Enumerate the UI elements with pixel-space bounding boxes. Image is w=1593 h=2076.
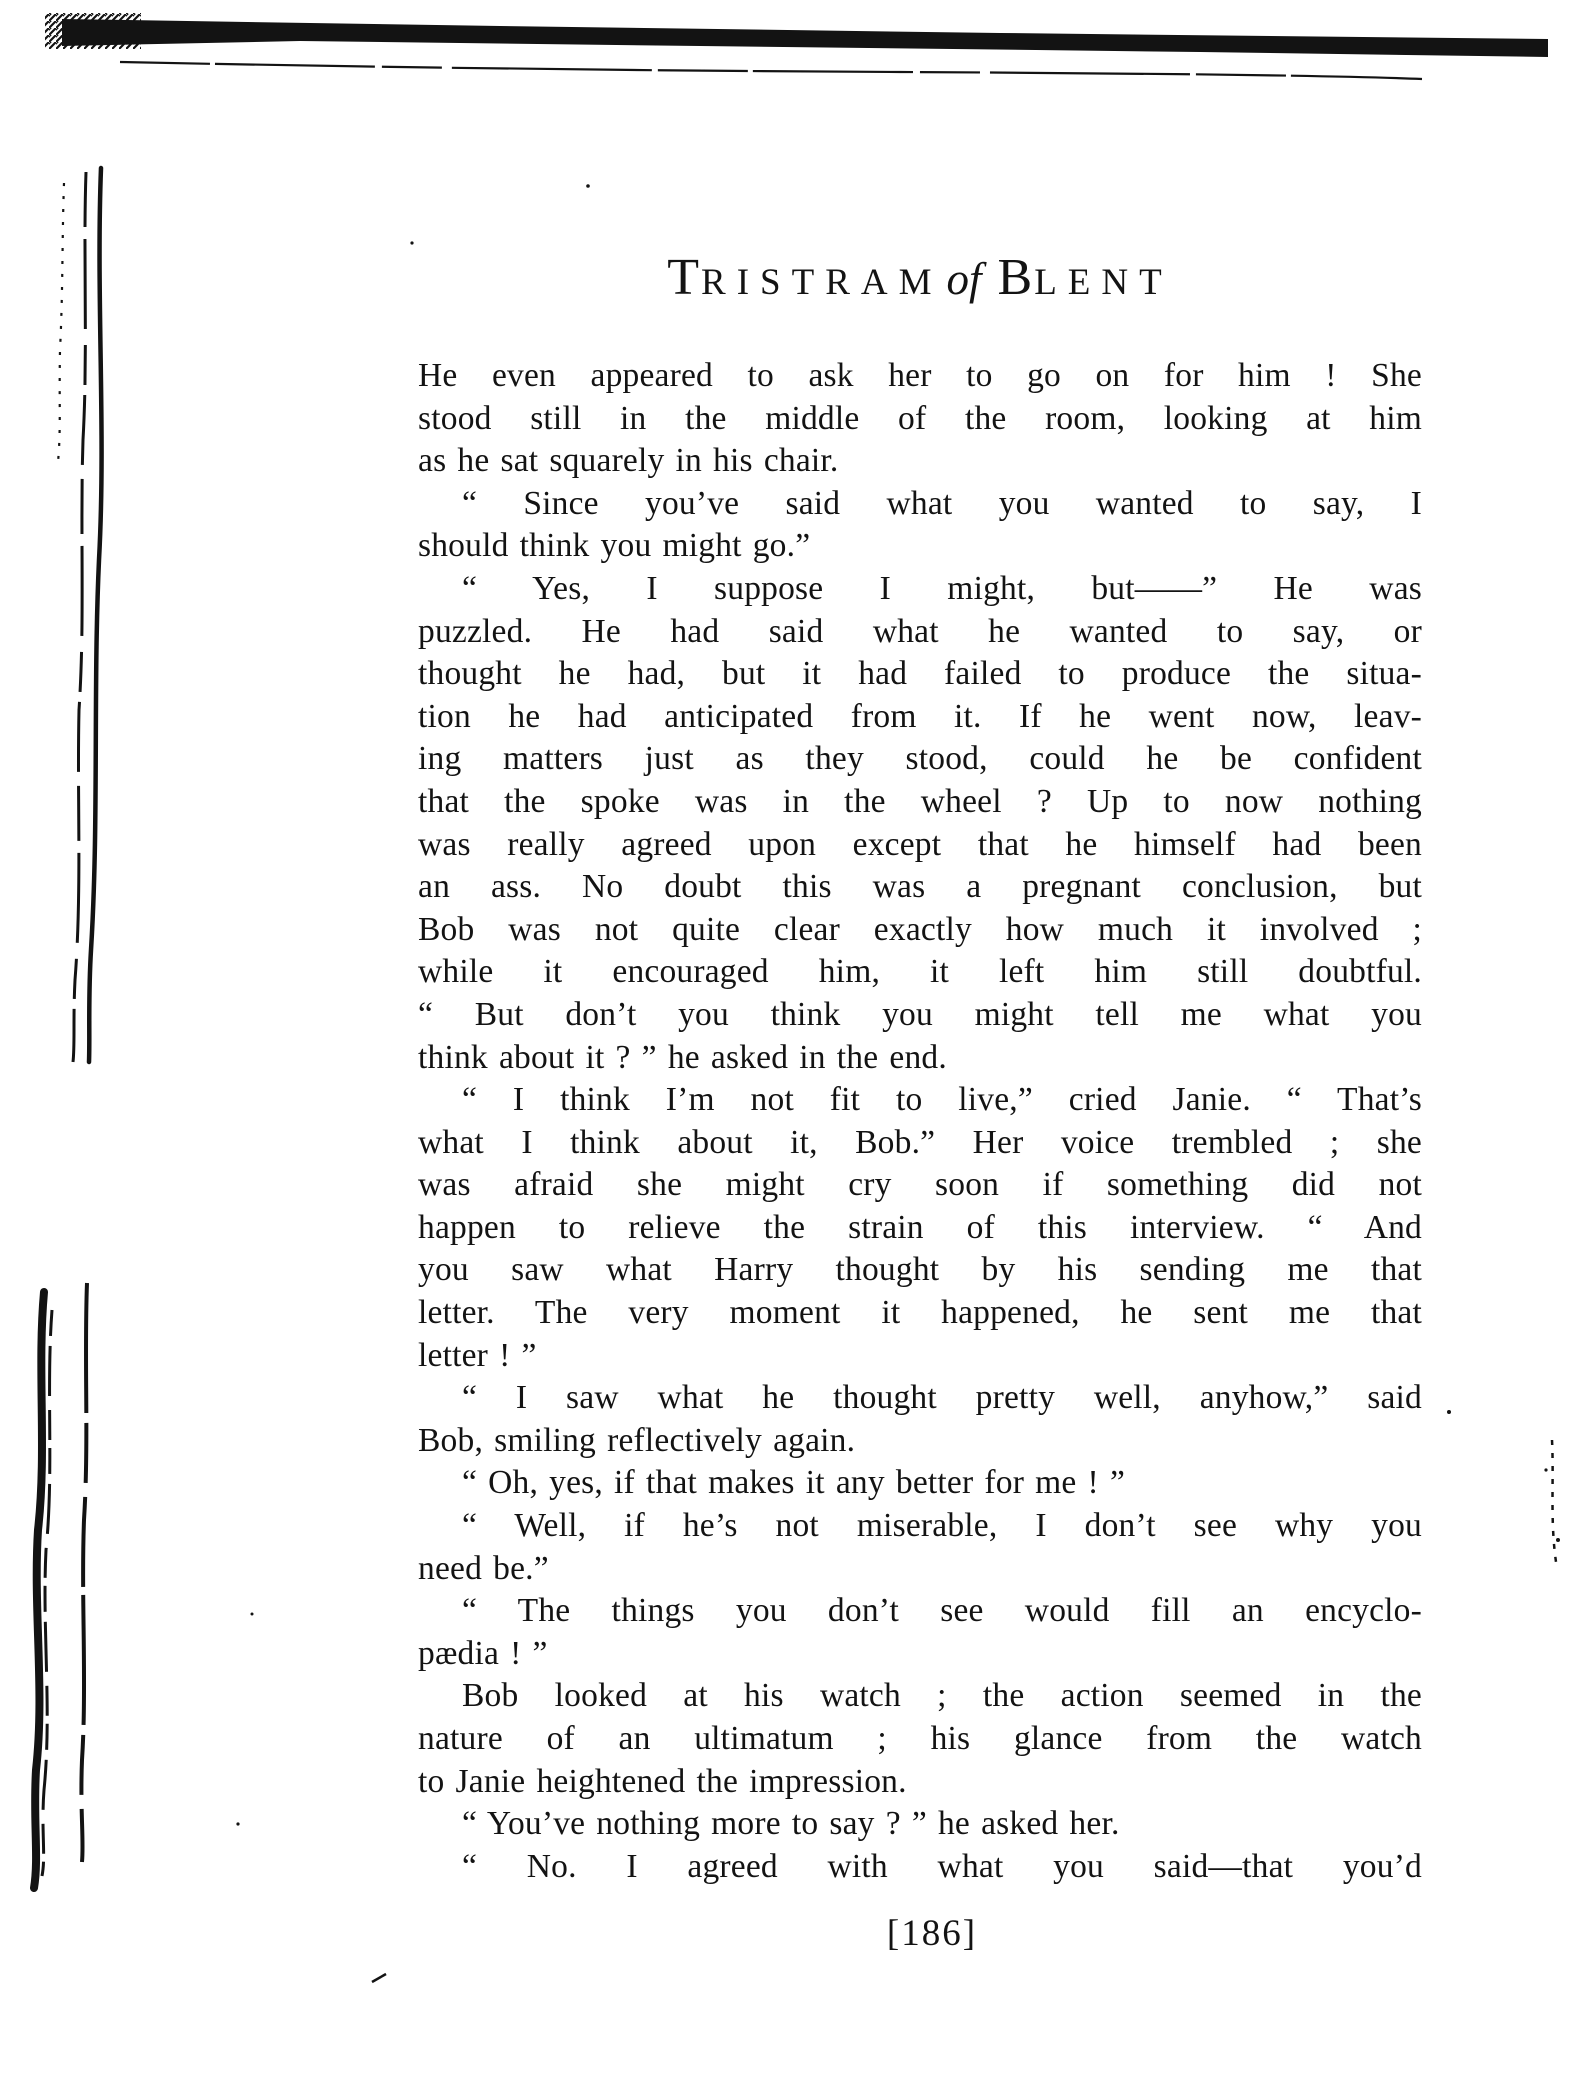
text-line: thought he had, but it had failed to produce the situa- <box>418 655 1422 693</box>
text-line: “ I saw what he thought pretty well, anyhow,” said <box>462 1379 1422 1417</box>
text-line: an ass. No doubt this was a pregnant conclusion, but <box>418 868 1422 906</box>
binding-smudge-artifact <box>34 1292 44 1888</box>
binding-dots-artifact <box>58 183 64 462</box>
speck-artifact <box>236 1822 239 1825</box>
text-line: as he sat squarely in his chair. <box>418 442 839 480</box>
binding-line-artifact <box>89 168 102 1062</box>
title-smallcaps: RISTRAM <box>701 262 943 303</box>
text-line: while it encouraged him, it left him still doubtful. <box>418 953 1422 991</box>
text-line: ing matters just as they stood, could he be confident <box>418 740 1422 778</box>
text-line: “ Since you’ve said what you wanted to say, I <box>462 484 1422 522</box>
text-line: was really agreed upon except that he himself had been <box>418 825 1422 863</box>
title-initial: T <box>667 249 702 306</box>
text-line: need be.” <box>418 1549 549 1587</box>
text-line: Bob looked at his watch ; the action seemed in the <box>462 1677 1422 1715</box>
text-line: “ I think I’m not fit to live,” cried Janie. “ That’s <box>462 1081 1422 1119</box>
text-line: was afraid she might cry soon if something did not <box>418 1166 1422 1204</box>
text-line: He even appeared to ask her to go on for him ! She <box>418 357 1422 394</box>
scan-band-artifact <box>62 19 1548 57</box>
speckle-streak-artifact <box>1552 1440 1556 1562</box>
running-title <box>418 248 1422 307</box>
text-line: think about it ? ” he asked in the end. <box>418 1038 947 1076</box>
text-line: Bob was not quite clear exactly how much it involved ; <box>418 910 1422 948</box>
title-initial: B <box>997 249 1035 306</box>
text-line: “ You’ve nothing more to say ? ” he asked her. <box>462 1805 1120 1843</box>
title-of: of <box>946 254 982 304</box>
text-line: stood still in the middle of the room, looking at him <box>418 399 1422 437</box>
text-line: “ No. I agreed with what you said—that you’d <box>462 1847 1422 1885</box>
text-line: pædia ! ” <box>418 1634 548 1672</box>
text-line: happen to relieve the strain of this interview. “ And <box>418 1208 1422 1246</box>
text-line: “ Well, if he’s not miserable, I don’t see why you <box>462 1507 1422 1545</box>
text-line: what I think about it, Bob.” Her voice trembled ; she <box>418 1123 1422 1161</box>
title-smallcaps: LENT <box>1034 262 1173 303</box>
text-line: puzzled. He had said what he wanted to say, or <box>418 612 1422 650</box>
hatch-block-artifact <box>45 13 141 49</box>
tick-artifact <box>372 1974 386 1982</box>
text-line: letter. The very moment it happened, he sent me that <box>418 1294 1422 1332</box>
text-line: “ Oh, yes, if that makes it any better for me ! ” <box>462 1464 1126 1502</box>
text-line: should think you might go.” <box>418 527 811 565</box>
text-line: that the spoke was in the wheel ? Up to now nothing <box>418 782 1422 820</box>
text-line: you saw what Harry thought by his sending me that <box>418 1251 1422 1289</box>
binding-smudge-artifact <box>42 1310 52 1876</box>
text-line: nature of an ultimatum ; his glance from the watch <box>418 1720 1422 1757</box>
text-line: tion he had anticipated from it. If he went now, leav- <box>418 697 1422 735</box>
page-number: [186] <box>886 1913 978 1954</box>
text-line: “ Yes, I suppose I might, but——” He was <box>462 569 1422 607</box>
speck-artifact <box>586 184 590 188</box>
text-line: to Janie heightened the impression. <box>418 1762 907 1800</box>
speck-artifact <box>1544 1468 1547 1471</box>
text-line: “ The things you don’t see would fill an encyclo- <box>462 1592 1422 1630</box>
speck-artifact <box>1447 1410 1451 1414</box>
text-line: letter ! ” <box>418 1336 537 1374</box>
speck-artifact <box>251 1613 254 1616</box>
scan-line-artifact <box>120 62 1422 79</box>
speck-artifact <box>410 241 413 244</box>
text-line: Bob, smiling reflectively again. <box>418 1421 856 1459</box>
text-line: “ But don’t you think you might tell me what you <box>418 995 1422 1033</box>
speck-artifact <box>1556 1538 1560 1542</box>
binding-line-artifact <box>73 172 86 1062</box>
body-text <box>418 355 1422 1888</box>
binding-line-artifact <box>81 1283 87 1862</box>
